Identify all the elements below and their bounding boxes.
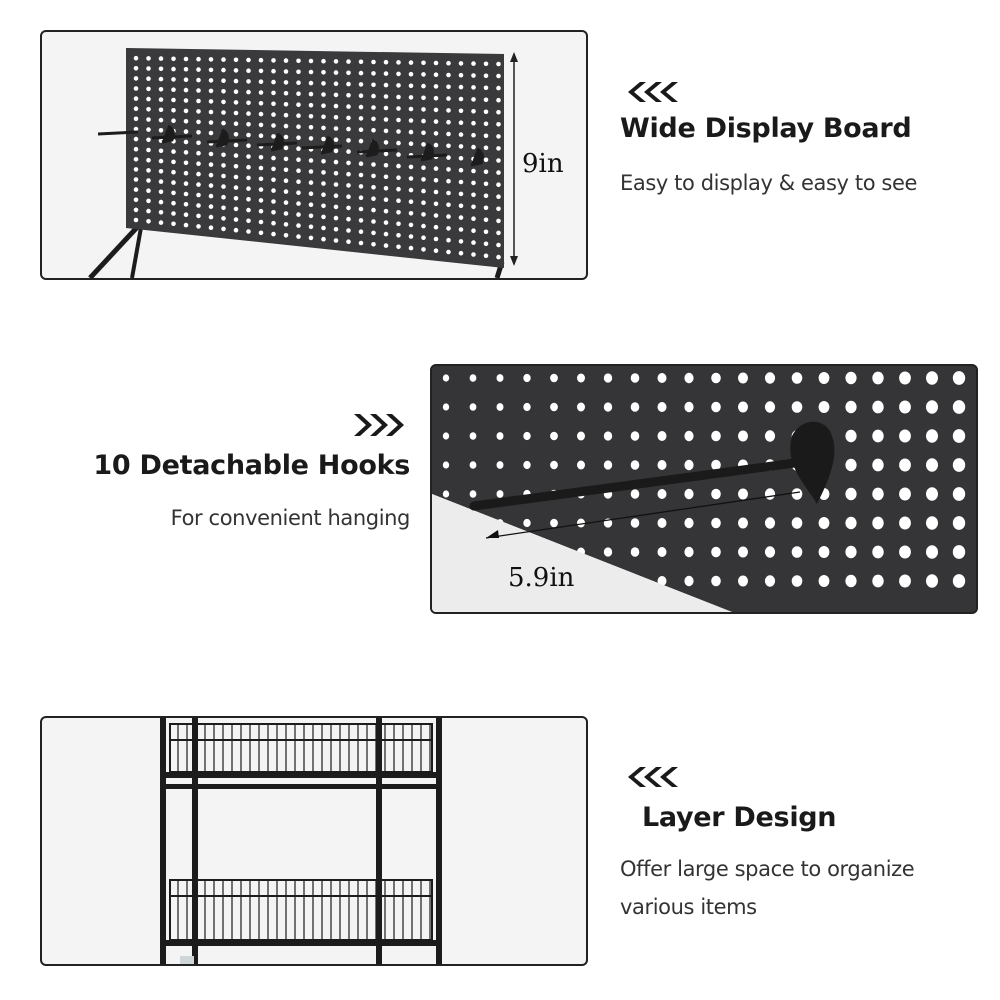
feature-subtitle-layer-design (620, 850, 914, 926)
chevron-right-triple-icon (350, 412, 410, 438)
subtitle-line: Easy to display & easy to see (620, 171, 918, 195)
pegboard-illustration (42, 32, 586, 278)
subtitle-line: various items (620, 895, 757, 919)
subtitle-line: Offer large space to organize (620, 857, 915, 881)
hook-closeup-panel (430, 364, 978, 614)
bottom-basket (170, 880, 432, 940)
feature-heading-display-board: Wide Display Board (620, 113, 912, 144)
feature-heading-layer-design: Layer Design (642, 802, 837, 833)
feature-subtitle-hooks (171, 499, 410, 537)
hook-closeup-illustration (432, 366, 976, 612)
board-photo-panel (40, 30, 588, 280)
shelf-layers-illustration (42, 718, 586, 964)
feature-heading-hooks: 10 Detachable Hooks (93, 450, 410, 481)
shelf-photo-panel (40, 716, 588, 966)
length-dimension-label: 5.9in (508, 563, 575, 593)
top-basket (170, 724, 432, 772)
chevron-left-triple-icon (622, 765, 680, 789)
chevron-left-triple-icon (622, 80, 680, 104)
height-dimension-label: 9in (522, 149, 564, 179)
feature-subtitle-display-board (620, 164, 917, 202)
subtitle-line: For convenient hanging (170, 506, 410, 530)
